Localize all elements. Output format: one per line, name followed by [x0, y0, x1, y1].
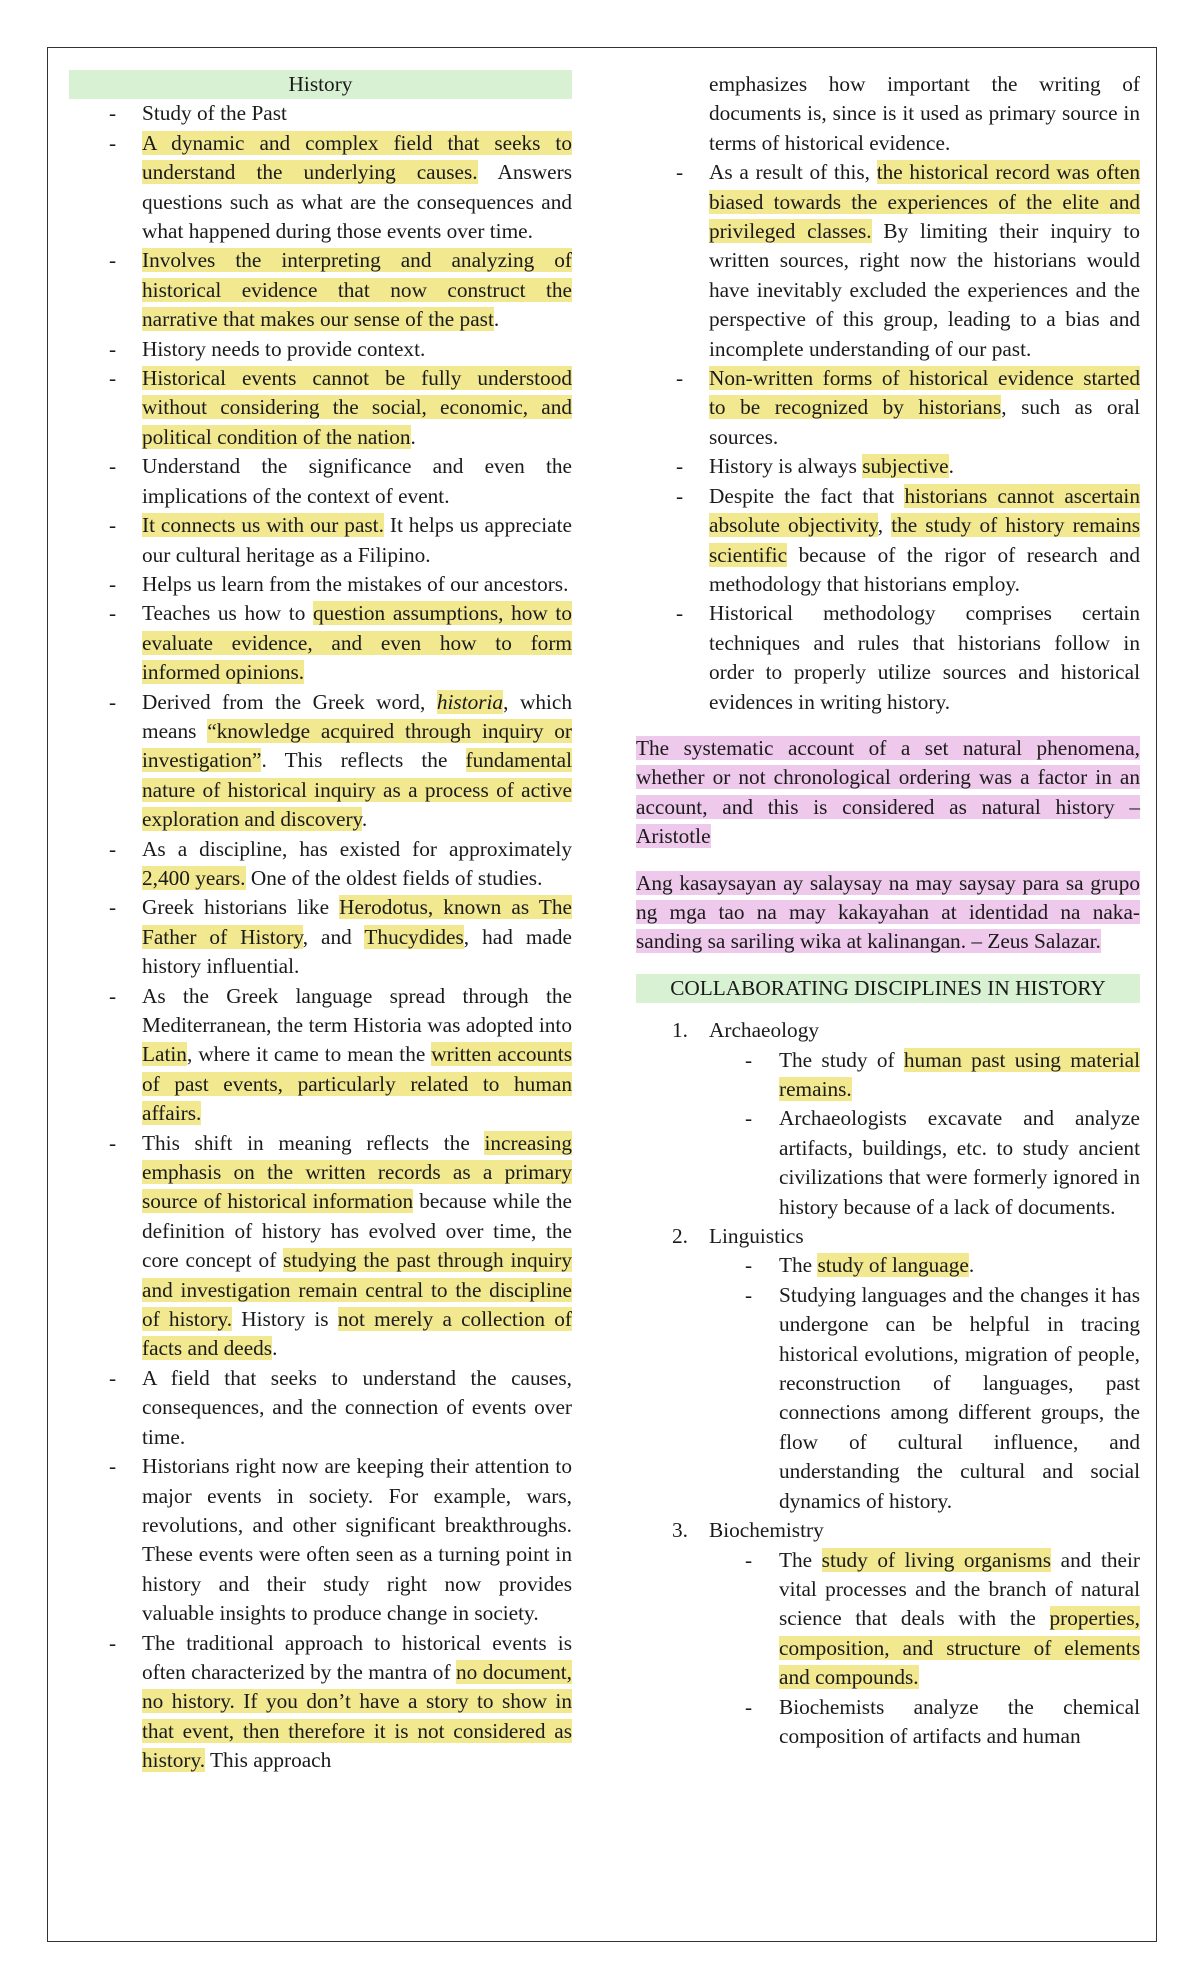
list-item: - Historical methodology comprises certain techniques and rules that historians follow in order to properly utilize sources and historical evidences in writing history.	[636, 599, 1140, 717]
highlight: written accounts of past events, particularly related to human affairs.	[142, 1042, 572, 1126]
discipline-linguistics: 2. Linguistics - The study of language. - Studying languages and the changes it has undergone can be helpful in tracing historical evolutions, migration of people, reconstruction of languages, past connections among different groups, the flow of cultural influence, and understanding the cultural and social dynamics of history.	[636, 1222, 1140, 1516]
disciplines-list	[636, 1016, 1140, 1751]
highlight: the study of history remains scientific	[709, 513, 1141, 567]
list-item: - Involves the interpreting and analyzing of historical evidence that now construct the narrative that makes our sense of the past.	[69, 246, 572, 334]
highlight: subjective	[862, 454, 949, 479]
sub-list	[709, 1046, 1140, 1222]
list-item: - Archaeologists excavate and analyze artifacts, buildings, etc. to study ancient civilizations that were formerly ignored in history because of a lack of documents.	[709, 1104, 1140, 1222]
highlight: the historical record was often biased towards the experiences of the elite and privileged classes.	[709, 160, 1140, 244]
quote-zeus-salazar: Ang kasaysayan ay salaysay na may saysay para sa grupo ng mga tao na may kakayahan at identidad na naka-sanding sa sariling wika at kalinangan. – Zeus Salazar.	[636, 870, 1140, 954]
discipline-archaeology: 1. Archaeology - The study of human past using material remains. - Archaeologists excavate and analyze artifacts, buildings, etc. to study ancient civilizations that were formerly ignored in history because of a lack of documents.	[636, 1016, 1140, 1222]
sub-list	[709, 1251, 1140, 1516]
highlight: Thucydides	[364, 924, 464, 949]
list-item: - Studying languages and the changes it has undergone can be helpful in tracing historical evolutions, migration of people, reconstruction of languages, past connections among different groups, the flow of cultural influence, and understanding the cultural and social dynamics of history.	[709, 1281, 1140, 1516]
continued-paragraph: emphasizes how important the writing of documents is, since is it used as primary source in terms of historical evidence.	[709, 72, 1140, 155]
list-item: - The study of living organisms and their vital processes and the branch of natural science that deals with the properties, composition, and structure of elements and compounds.	[709, 1546, 1140, 1693]
left-column	[69, 70, 572, 1776]
highlight: fundamental nature of historical inquiry as a process of active exploration and discovery	[142, 748, 572, 832]
highlight: “knowledge acquired through inquiry or investigation”	[142, 718, 572, 773]
list-item: - Non-written forms of historical evidence started to be recognized by historians, such as oral sources.	[636, 364, 1140, 452]
highlight: no document, no history. If you don’t have a story to show in that event, then therefore it is not considered as history.	[142, 1659, 572, 1773]
list-item: - The study of language.	[709, 1251, 1140, 1280]
quote-aristotle: The systematic account of a set natural phenomena, whether or not chronological ordering was a factor in an account, and this is considered as natural history – Aristotle	[636, 735, 1140, 849]
sub-list	[709, 1546, 1140, 1752]
list-item: - The study of human past using material remains.	[709, 1046, 1140, 1105]
list-item: - Derived from the Greek word, historia, which means “knowledge acquired through inquiry or investigation”. This reflects the fundamental nature of historical inquiry as a process of active exploration and discovery.	[69, 688, 572, 835]
list-item: - A dynamic and complex field that seeks to understand the underlying causes. Answers questions such as what are the consequences and what happened during those events over time.	[69, 129, 572, 247]
list-item: - This shift in meaning reflects the increasing emphasis on the written records as a primary source of historical information because while the definition of history has evolved over time, the core concept of studying the past through inquiry and investigation remain central to the discipline of history. History is not merely a collection of facts and deeds.	[69, 1129, 572, 1364]
list-item: - Understand the significance and even the implications of the context of event.	[69, 452, 572, 511]
history-bullet-list	[69, 99, 572, 1775]
highlight: 2,400 years.	[142, 865, 246, 890]
highlight: It connects us with our past.	[142, 513, 384, 538]
highlight: Historical events cannot be fully understood without considering the social, economic, and political condition of the nation	[142, 366, 572, 449]
history-bullet-list-2	[636, 158, 1140, 717]
section-heading-history: History	[69, 70, 572, 99]
list-item: - The traditional approach to historical events is often characterized by the mantra of no document, no history. If you don’t have a story to show in that event, then therefore it is not considered as history. This approach	[69, 1629, 572, 1776]
list-item: - Historians right now are keeping their attention to major events in society. For example, wars, revolutions, and other significant breakthroughs. These events were often seen as a turning point in history and their study right now provides valuable insights to produce change in society.	[69, 1452, 572, 1628]
discipline-biochemistry: 3. Biochemistry - The study of living organisms and their vital processes and the branch of natural science that deals with the properties, composition, and structure of elements and compounds. - Biochemists analyze the chemical composition of artifacts and human	[636, 1516, 1140, 1751]
list-item: - Biochemists analyze the chemical composition of artifacts and human	[709, 1693, 1140, 1752]
list-item: - Teaches us how to question assumptions, how to evaluate evidence, and even how to form informed opinions.	[69, 599, 572, 687]
history-bullet-list-continued	[636, 70, 1140, 158]
highlight: question assumptions, how to evaluate evidence, and even how to form informed opinions.	[142, 601, 572, 685]
highlight: study of language	[817, 1253, 969, 1278]
list-item: - As a discipline, has existed for approximately 2,400 years. One of the oldest fields of studies.	[69, 835, 572, 894]
highlight: properties, composition, and structure of elements and compounds.	[779, 1606, 1140, 1690]
list-item: - Helps us learn from the mistakes of our ancestors.	[69, 570, 572, 599]
list-item: - It connects us with our past. It helps us appreciate our cultural heritage as a Filipino.	[69, 511, 572, 570]
highlight: studying the past through inquiry and investigation remain central to the discipline of history.	[142, 1248, 572, 1332]
highlight-term-historia: historia	[436, 689, 504, 714]
list-item: - As the Greek language spread through the Mediterranean, the term Historia was adopted into Latin, where it came to mean the written accounts of past events, particularly related to human affairs.	[69, 982, 572, 1129]
highlight: historians cannot ascertain absolute objectivity	[709, 483, 1140, 538]
list-item: - History is always subjective.	[636, 452, 1140, 481]
section-heading-collaborating-disciplines: COLLABORATING DISCIPLINES IN HISTORY	[636, 974, 1140, 1003]
highlight: Involves the interpreting and analyzing of historical evidence that now construct the narrative that makes our sense of the past	[142, 248, 572, 332]
highlight: study of living organisms	[821, 1547, 1052, 1572]
list-item: - Study of the Past	[69, 99, 572, 128]
highlight: Herodotus, known as The Father of History	[142, 895, 572, 949]
list-item: - History needs to provide context.	[69, 335, 572, 364]
list-item: - Greek historians like Herodotus, known as The Father of History, and Thucydides, had made history influential.	[69, 893, 572, 981]
highlight: increasing emphasis on the written records as a primary source of historical information	[142, 1130, 572, 1214]
right-column	[636, 70, 1140, 1751]
highlight: A dynamic and complex field that seeks to understand the underlying causes.	[142, 130, 572, 185]
highlight: Latin	[142, 1042, 187, 1067]
list-item: - Historical events cannot be fully understood without considering the social, economic, and political condition of the nation.	[69, 364, 572, 452]
highlight: not merely a collection of facts and deeds	[142, 1307, 572, 1361]
highlight: human past using material remains.	[779, 1047, 1140, 1101]
highlight: Non-written forms of historical evidence started to be recognized by historians	[709, 366, 1140, 420]
list-item: - Despite the fact that historians cannot ascertain absolute objectivity, the study of history remains scientific because of the rigor of research and methodology that historians employ.	[636, 482, 1140, 600]
list-item: - A field that seeks to understand the causes, consequences, and the connection of events over time.	[69, 1364, 572, 1452]
list-item: - As a result of this, the historical record was often biased towards the experiences of the elite and privileged classes. By limiting their inquiry to written sources, right now the historians would have inevitably excluded the experiences and the perspective of this group, leading to a bias and incomplete understanding of our past.	[636, 158, 1140, 364]
